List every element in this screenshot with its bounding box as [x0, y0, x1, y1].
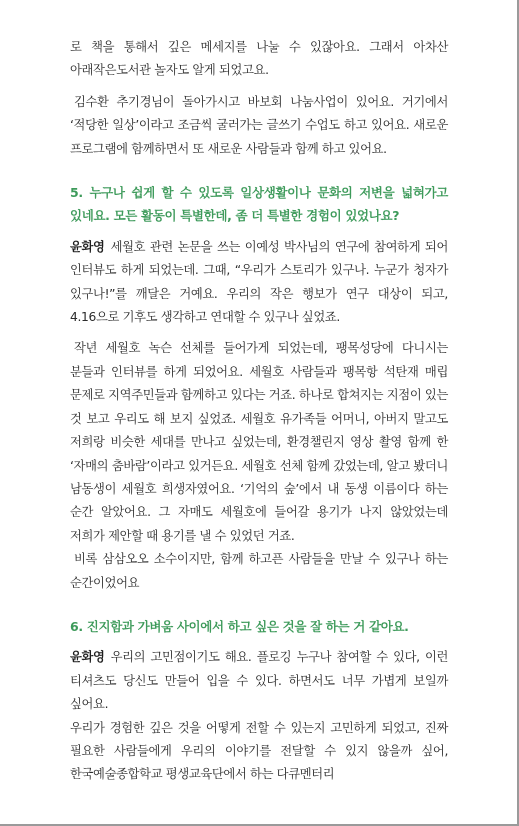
paragraph-writing-class: 김수환 추기경님이 돌아가시고 바보회 나눔사업이 있어요. 거기에서 ‘적당한 일상’이라고 조금씩 굴러가는 글쓰기 수업도 하고 있어요. 새로운 프로그램에 함께하면서 또 새로운 사람들과 함께 하고 있어요. [70, 94, 448, 156]
answer-5-paragraph-1 [70, 236, 448, 330]
article-body [70, 36, 448, 787]
answer-5-paragraph-3: 비록 삼삼오오 소수이지만, 함께 하고픈 사람들을 만날 수 있구나 하는 순간이었어요 [70, 552, 448, 590]
question-5: 5. 누구나 쉽게 할 수 있도록 일상생활이나 문화의 저변을 넓혀가고 있네요. 모든 활동이 특별한데, 좀 더 특별한 경험이 있었나요? [70, 185, 448, 224]
speaker-name: 윤화영 [70, 239, 105, 254]
answer-6-text-1: 우리의 고민점이기도 해요. 플로깅 누구나 참여할 수 있다, 이런 티셔츠도 당신도 만들어 입을 수 있다. 하면서도 너무 가볍게 보일까 싶어요. [70, 650, 448, 712]
paragraph-library: 로 책을 통해서 깊은 메세지를 나눌 수 있잖아요. 그래서 아차산 아래작은도서관 놀자도 알게 되었고요. [70, 40, 448, 78]
answer-6-paragraph-2: 우리가 경험한 깊은 것을 어떻게 전할 수 있는지 고민하게 되었고, 진짜 필요한 사람들에게 우리의 이야기를 전달할 수 있지 않을까 싶어, 한국예술종합학교 평생교육단에서 하는 다큐멘터리 [70, 720, 448, 782]
answer-5-paragraph-2: 작년 세월호 녹슨 선체를 들어가게 되었는데, 팽목성당에 다니시는 분들과 인터뷰를 하게 되었어요. 세월호 사람들과 팽목항 석탄재 매립 문제로 지역주민들과 함께하고 있다는 거죠. 하나로 합쳐지는 지점이 있는 것 보고 우리도 해 보지 싶었죠. 세월호 유가족들 어머니, 아버지 말고도 저희랑 비슷한 세대를 만나고 싶었는데, 환경챌린지 영상 촬영 함께 한 ‘자매의 춤바람’이라고 있거든요. 세월호 선체 함께 갔었는데, 알고 봤더니 남동생이 세월호 희생자였어요. ‘기억의 숲’에서 내 동생 이름이다 하는 순간 알았어요. 그 자매도 세월호에 들어갈 용기가 나지 않았었는데 저희가 제안할 때 용기를 낼 수 있었던 거죠. [70, 341, 448, 543]
answer-5-text-1: 세월호 관련 논문을 쓰는 이예성 박사님의 연구에 참여하게 되어 인터뷰도 하게 되었는데. 그때, “우리가 스토리가 있구나. 누군가 청자가 있구나!”를 깨달은 거예요. 우리의 작은 행보가 연구 대상이 되고, 4.16으로 기후도 생각하고 연대할 수 있구나 싶었죠. [70, 239, 448, 325]
question-6: 6. 진지함과 가벼움 사이에서 하고 싶은 것을 잘 하는 거 같아요. [70, 618, 409, 634]
answer-6-paragraph-1 [70, 646, 448, 716]
speaker-name-2: 윤화영 [70, 650, 105, 665]
